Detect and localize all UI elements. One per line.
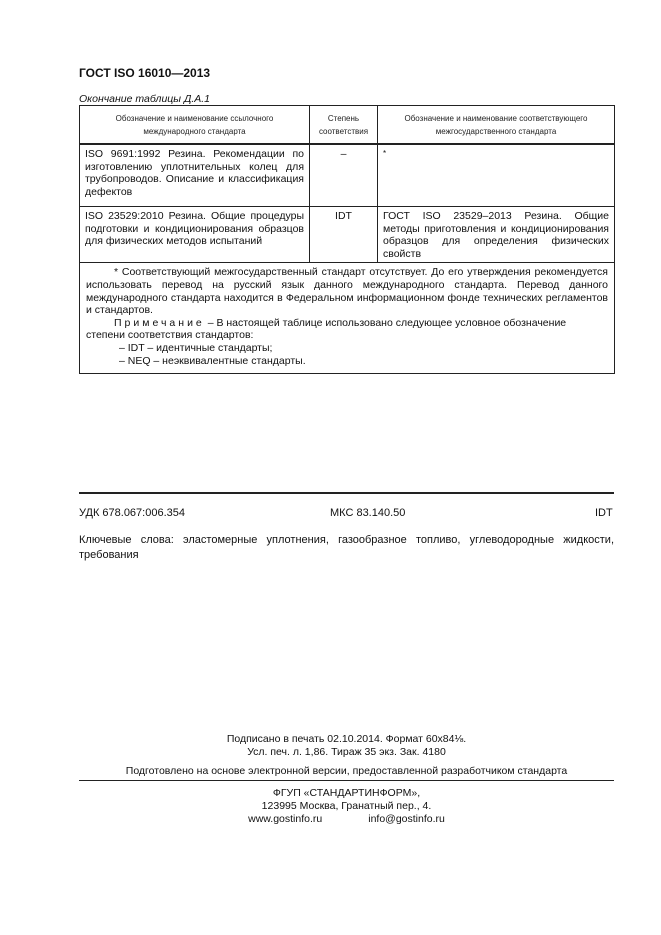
imprint-prepared: Подготовлено на основе электронной версии, предоставленной разработчиком стандарта bbox=[125, 765, 568, 777]
correspondence-table bbox=[79, 105, 615, 374]
column-header-degree: Степень соответствия bbox=[310, 106, 378, 145]
imprint-print-info: Усл. печ. л. 1,86. Тираж 35 экз. Зак. 4180 bbox=[247, 746, 446, 758]
column-header-reference: Обозначение и наименование ссылочного международного стандарта bbox=[80, 106, 310, 145]
mks-code: МКС 83.140.50 bbox=[330, 507, 406, 519]
udk-code: УДК 678.067:006.354 bbox=[79, 507, 185, 519]
cell-reference-standard: ISO 9691:1992 Резина. Рекомендации по изготовлению уплотнительных колец для трубопроводов. Описание и классификация дефектов bbox=[80, 144, 310, 207]
table-row bbox=[80, 207, 615, 263]
table-header-row bbox=[80, 106, 615, 145]
cell-degree: – bbox=[310, 144, 378, 207]
note-label: Примечание bbox=[114, 316, 205, 329]
degree-code: IDT bbox=[595, 507, 613, 519]
table-row bbox=[80, 144, 615, 207]
cell-corresponding-standard: ГОСТ ISO 23529–2013 Резина. Общие методы приготовления и кондиционирования образцов для определения физических свойств bbox=[378, 207, 615, 263]
imprint-divider bbox=[79, 780, 614, 781]
publisher-contacts bbox=[79, 813, 614, 825]
cell-reference-standard: ISO 23529:2010 Резина. Общие процедуры подготовки и кондиционирования образцов для физических методов испытаний bbox=[80, 207, 310, 263]
email-link[interactable]: info@gostinfo.ru bbox=[368, 813, 445, 825]
table-caption: Окончание таблицы Д.А.1 bbox=[79, 93, 211, 105]
column-header-corresponding: Обозначение и наименование соответствующего межгосударственного стандарта bbox=[378, 106, 615, 145]
cell-corresponding-standard: * bbox=[378, 144, 615, 207]
publisher-address: 123995 Москва, Гранатный пер., 4. bbox=[261, 800, 432, 812]
table-notes-cell bbox=[80, 263, 615, 374]
website-link[interactable]: www.gostinfo.ru bbox=[248, 813, 323, 825]
publisher-name: ФГУП «СТАНДАРТИНФОРМ», bbox=[272, 787, 421, 799]
note-text: – В настоящей таблице использовано следующее условное обозначение степени соответствия стандартов: bbox=[86, 316, 567, 342]
keywords: Ключевые слова: эластомерные уплотнения, газообразное топливо, углеводородные жидкости, требования bbox=[79, 534, 614, 561]
document-header-id: ГОСТ ISO 16010—2013 bbox=[79, 66, 211, 80]
table-note bbox=[86, 317, 608, 342]
section-divider bbox=[79, 492, 614, 494]
imprint-signed: Подписано в печать 02.10.2014. Формат 60x84⅛. bbox=[226, 733, 467, 745]
cell-degree: IDT bbox=[310, 207, 378, 263]
table-footnote: * Соответствующий межгосударственный стандарт отсутствует. До его утверждения рекомендуется использовать перевод на русский язык данного международного стандарта. Перевод данного международного стандарта находится в Федеральном информационном фонде технических регламентов и стандартов. bbox=[86, 266, 608, 317]
legend-item: – NEQ – неэквивалентные стандарты. bbox=[119, 354, 306, 367]
table-notes-row bbox=[80, 263, 615, 374]
legend-item: – IDT – идентичные стандарты; bbox=[119, 341, 273, 354]
